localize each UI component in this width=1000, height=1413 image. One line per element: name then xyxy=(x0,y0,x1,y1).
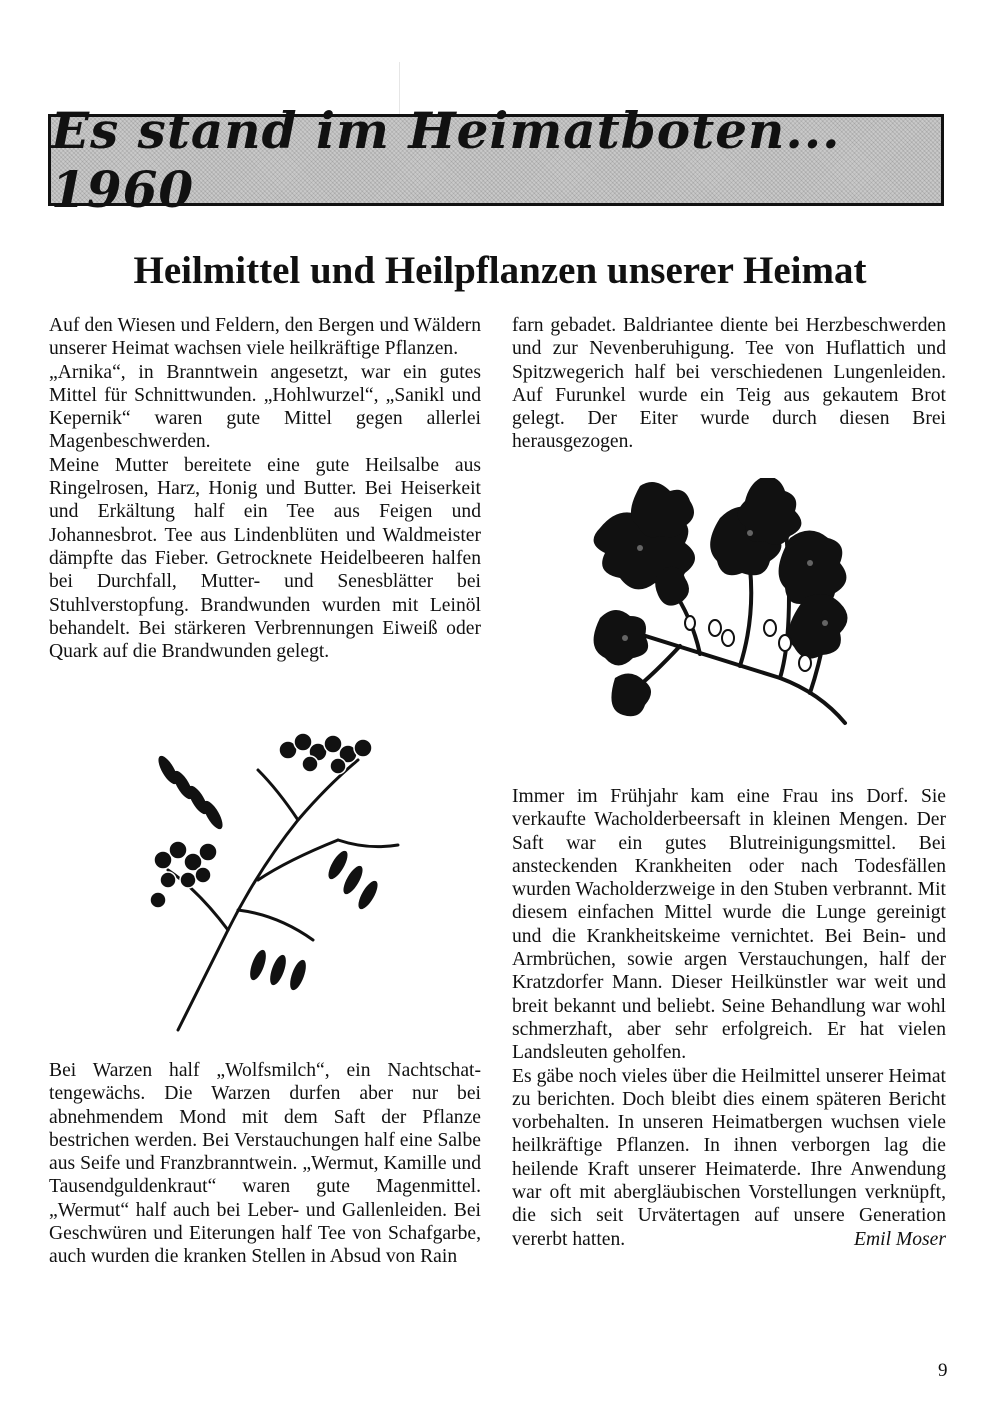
author-name: Emil Moser xyxy=(854,1228,946,1250)
text-column-right-top xyxy=(512,314,946,454)
paragraph: „Arnika“, in Branntwein angesetzt, war ein gutes Mittel für Schnittwunden. „Hohlwurzel“, „Sanikl und Kepernik“ waren gute Mittel gegen allerlei Magenbeschwerden. xyxy=(49,361,481,453)
article-headline: Heilmittel und Heilpflanzen unserer Heimat xyxy=(133,249,867,292)
section-banner xyxy=(48,101,944,219)
text-column-right-bottom xyxy=(512,785,946,1251)
text-column-left-top xyxy=(49,314,481,663)
paragraph: Bei Warzen half „Wolfsmilch“, ein Nachtschattengewächs. Die Warzen durfen aber nur bei abnehmendem Mond mit dem Saft der Pflanze bestrichen werden. Bei Verstauchungen half eine Salbe aus Seife und Franzbranntwein. „Wermut, Kamille und Tausendguldenkraut“ waren gute Magenmittel. „Wermut“ half auch bei Leber- und Gallenleiden. Bei Geschwüren und Eiterungen half Tee von Schafgarbe, auch wurden die kranken Stellen in Absud von Rain xyxy=(49,1060,481,1268)
text-column-left-bottom xyxy=(49,1059,481,1269)
page-number: 9 xyxy=(938,1360,948,1381)
banner-title: Es stand im Heimatboten... 1960 xyxy=(51,101,841,219)
oak-branch-illustration xyxy=(580,478,860,730)
paragraph: Es gäbe noch vieles über die Heilmittel unserer Heimat zu berichten. Doch bleibt dies einem späteren Bericht vorbehalten. In unseren Heimatbergen wuchsen viele heilkräftige Pflanzen. In ihnen verborgen lag die heilende Kraft unserer Heimaterde. Ihre Anwendung war oft mit abergläubischen Vorstellungen verknüpft, die sich seit Urvätertagen auf unsere Generation vererbt hatten. xyxy=(512,1065,946,1250)
paragraph: farn gebadet. Baldriantee diente bei Herzbeschwerden und zur Nevenberuhigung. Tee von Huflattich und Spitzwegerich half bei verschiedenen Lungenleiden. Auf Furunkel wurde ein Teig aus gekautem Brot gelegt. Der Eiter wurde durch diesen Brei herausgezogen. xyxy=(512,315,946,453)
paragraph: Auf den Wiesen und Feldern, den Bergen und Wäldern unserer Heimat wachsen viele heilkräftige Pflanzen. xyxy=(49,315,481,360)
paragraph: Immer im Frühjahr kam eine Frau ins Dorf. Sie verkaufte Wacholderbeersaft in kleinen Mengen. Der Saft war ein gutes Blutreinigungsmittel. Bei ansteckenden Krankheiten oder nach Todesfällen wurden Wacholderzweige in den Stuben verbrannt. Mit diesem einfachen Mittel wurde die Lunge gereinigt und die Krankheitskeime vernichtet. Bei Bein- und Armbrüchen, sowie argen Verstauchungen, half der Kratzdorfer Mann. Dieser Heilkünstler war weit und breit bekannt und beliebt. Seine Behandlung war wohl schmerzhaft, aber sehr erfolgreich. Er hat vielen Landsleuten geholfen. xyxy=(512,786,946,1064)
paragraph: Meine Mutter bereitete eine gute Heilsalbe aus Ringelrosen, Harz, Honig und Butter. Bei Heiserkeit und Erkältung half ein Tee aus Feigen und Johannesbrot. Tee aus Lindenblüten und Waldmeister dämpfte das Fieber. Getrocknete Heidelbeeren halfen bei Durchfall, Mutter- und Senesblätter bei Stuhlverstopfung. Brandwunden wurden mit Leinöl behandelt. Bei stärkeren Verbrennungen Eiweiß oder Quark auf die Brandwunden gelegt. xyxy=(49,454,481,663)
rowan-branch-illustration xyxy=(138,730,418,1040)
